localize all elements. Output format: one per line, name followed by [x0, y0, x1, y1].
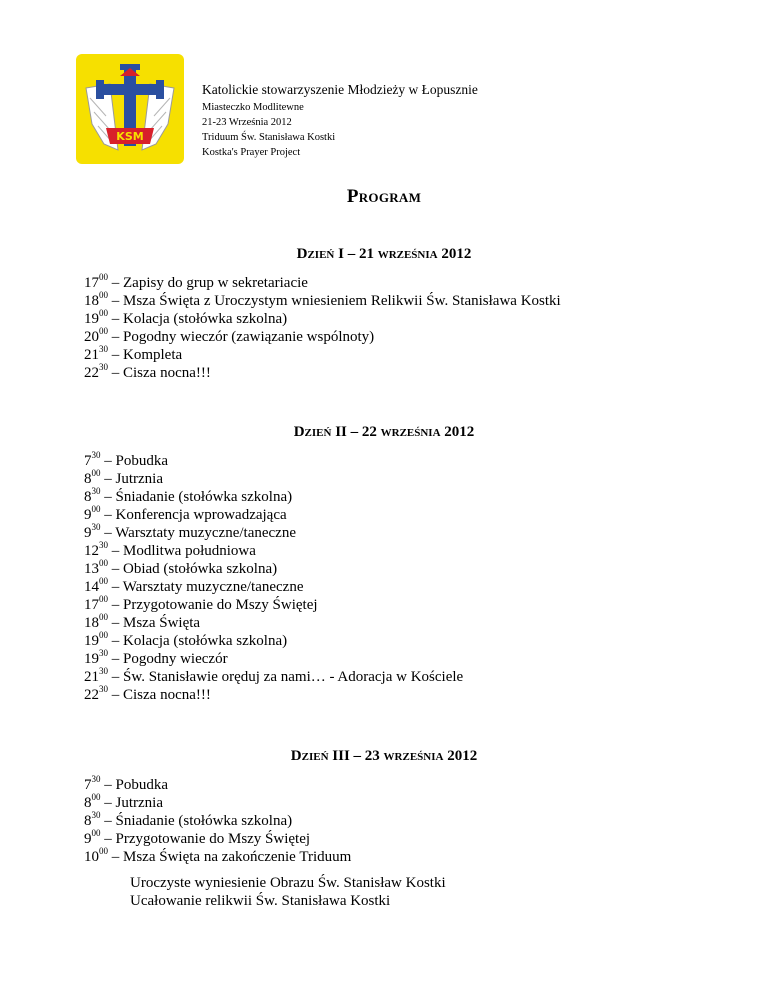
- schedule-item: $21^{30}$ – Św. Stanisławie oręduj za nami… - Adoracja w Kościele: [84, 666, 464, 685]
- schedule-item: $9^{00}$ – Konferencja wprowadzająca: [84, 504, 287, 523]
- day-1-schedule: [84, 274, 561, 382]
- organization-name: Katolickie stowarzyszenie Młodzieży w Łopusznie: [202, 82, 478, 97]
- schedule-item: $18^{00}$ – Msza Święta z Uroczystym wniesieniem Relikwii Św. Stanisława Kostki: [84, 290, 561, 309]
- schedule-continuation: Uroczyste wyniesienie Obrazu Św. Stanisław Kostki: [130, 875, 446, 891]
- schedule-item: $21^{30}$ – Kompleta: [84, 344, 183, 363]
- schedule-continuation: Ucałowanie relikwii Św. Stanisława Kostki: [130, 893, 391, 909]
- day-2-title: Dzień II – 22 września 2012: [293, 424, 475, 440]
- schedule-item: $19^{00}$ – Kolacja (stołówka szkolna): [84, 630, 288, 649]
- schedule-item: $8^{30}$ – Śniadanie (stołówka szkolna): [84, 810, 293, 829]
- day-1-title: Dzień I – 21 września 2012: [296, 246, 472, 262]
- day-2-schedule: [84, 452, 463, 704]
- schedule-item: $7^{30}$ – Pobudka: [84, 450, 168, 469]
- schedule-item: $14^{00}$ – Warsztaty muzyczne/taneczne: [84, 576, 304, 595]
- schedule-item: $8^{00}$ – Jutrznia: [84, 792, 163, 811]
- schedule-item: $8^{00}$ – Jutrznia: [84, 468, 163, 487]
- schedule-item: $8^{30}$ – Śniadanie (stołówka szkolna): [84, 486, 293, 505]
- schedule-item: $22^{30}$ – Cisza nocna!!!: [84, 684, 211, 703]
- schedule-item: $13^{00}$ – Obiad (stołówka szkolna): [84, 558, 278, 577]
- schedule-item: $18^{00}$ – Msza Święta: [84, 612, 201, 631]
- program-title: Program: [346, 186, 422, 207]
- schedule-item: $17^{00}$ – Przygotowanie do Mszy Świętej: [84, 594, 318, 613]
- day-3-schedule: [84, 776, 351, 866]
- schedule-item: $19^{30}$ – Pogodny wieczór: [84, 648, 228, 667]
- header-line: Miasteczko Modlitewne: [202, 102, 304, 113]
- header-line: Kostka's Prayer Project: [202, 147, 301, 158]
- ksm-logo: [76, 54, 184, 164]
- header-line: Triduum Św. Stanisława Kostki: [202, 132, 336, 143]
- schedule-item: $12^{30}$ – Modlitwa południowa: [84, 540, 256, 559]
- schedule-item: $10^{00}$ – Msza Święta na zakończenie Triduum: [84, 846, 352, 865]
- schedule-item: $19^{00}$ – Kolacja (stołówka szkolna): [84, 308, 288, 327]
- header-line: 21-23 Września 2012: [202, 117, 292, 128]
- day-3-title: Dzień III – 23 września 2012: [290, 748, 478, 764]
- schedule-item: $17^{00}$ – Zapisy do grup w sekretariacie: [84, 272, 308, 291]
- schedule-item: $9^{30}$ – Warsztaty muzyczne/taneczne: [84, 522, 296, 541]
- document-header: [76, 54, 696, 174]
- schedule-item: $7^{30}$ – Pobudka: [84, 774, 168, 793]
- schedule-item: $20^{00}$ – Pogodny wieczór (zawiązanie wspólnoty): [84, 326, 375, 345]
- schedule-item: $22^{30}$ – Cisza nocna!!!: [84, 362, 211, 381]
- schedule-item: $9^{00}$ – Przygotowanie do Mszy Świętej: [84, 828, 311, 847]
- logo-text: KSM: [116, 130, 144, 143]
